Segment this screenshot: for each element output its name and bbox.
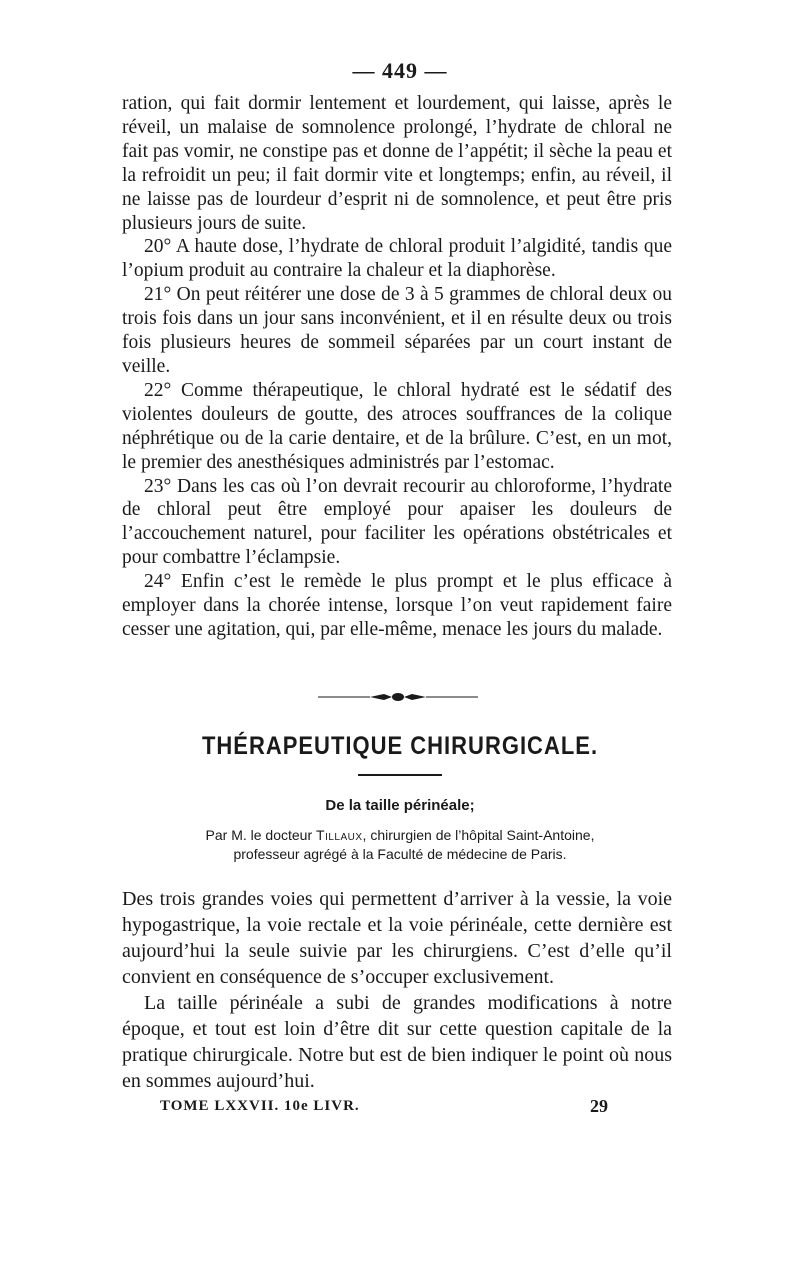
section-title: THÉRAPEUTIQUE CHIRURGICALE. bbox=[201, 731, 599, 760]
author-byline bbox=[150, 826, 650, 864]
article-title: De la taille périnéale; bbox=[325, 797, 475, 814]
title-rule bbox=[358, 774, 442, 776]
byline-line-2: professeur agrégé à la Faculté de médecine de Paris. bbox=[233, 846, 567, 862]
page-number: — 449 — bbox=[352, 58, 448, 83]
byline-prefix: Par M. le docteur bbox=[205, 827, 313, 843]
byline-affiliation: , chirurgien de l’hôpital Saint-Antoine, bbox=[362, 827, 595, 843]
paragraph-item-21: 21° On peut réitérer une dose de 3 à 5 grammes de chloral deux ou trois fois dans un jour sans inconvénient, et il en résulte deux ou trois fois plusieurs heures de sommeil séparées par un court instant de veille. bbox=[122, 284, 672, 377]
paragraph-intro: Des trois grandes voies qui permettent d’arriver à la vessie, la voie hypogastrique, la voie rectale et la voie périnéale, cette dernière est aujourd’hui la seule suivie par les chirurgiens. C’est d’elle qu’il convient en conséquence de s’occuper exclusivement. bbox=[122, 888, 672, 988]
paragraph-item-23: 23° Dans les cas où l’on devrait recourir au chloroforme, l’hydrate de chloral peut être employé pour apaiser les douleurs de l’accouchement naturel, pour faciliter les opérations obstétricales et pour combattre l’éclampsie. bbox=[122, 475, 672, 569]
printer-signature: TOME LXXVII. 10e LIVR. bbox=[160, 1098, 360, 1114]
author-name: Tillaux bbox=[316, 827, 363, 843]
signature-number: 29 bbox=[590, 1096, 608, 1116]
paragraph-second: La taille périnéale a subi de grandes modifications à notre époque, et tout est loin d’être dit sur cette question capitale de la pratique chirurgicale. Notre but est de bien indiquer le point où nous en sommes aujourd’hui. bbox=[122, 992, 672, 1092]
paragraph-item-22: 22° Comme thérapeutique, le chloral hydraté est le sédatif des violentes douleurs de goutte, des atroces souffrances de la colique néphrétique ou de la carie dentaire, et de la brûlure. C’est, en un mot, le premier des anesthésiques administrés par l’estomac. bbox=[122, 379, 672, 473]
paragraph-item-24: 24° Enfin c’est le remède le plus prompt et le plus efficace à employer dans la chorée intense, lorsque l’on veut rapidement faire cesser une agitation, qui, par elle-même, menace les jours du malade. bbox=[122, 571, 672, 640]
text-block-top bbox=[122, 92, 672, 642]
paragraph-item-20: 20° A haute dose, l’hydrate de chloral produit l’algidité, tandis que l’opium produit au contraire la chaleur et la diaphorèse. bbox=[122, 236, 672, 282]
ornament-divider-icon bbox=[318, 690, 478, 704]
paragraph-continuation: ration, qui fait dormir lentement et lourdement, qui laisse, après le réveil, un malaise de somnolence prolongé, l’hydrate de chloral ne fait pas vomir, ne constipe pas et donne de l’appétit; il sèche la peau et la refroidit un peu; il fait dormir vite et longtemps; enfin, au réveil, il ne laisse pas de lourdeur d’esprit ni de somnolence, et peut être pris plusieurs jours de suite. bbox=[122, 93, 672, 234]
text-block-bottom bbox=[122, 886, 672, 1094]
byline-line-1 bbox=[150, 826, 650, 845]
